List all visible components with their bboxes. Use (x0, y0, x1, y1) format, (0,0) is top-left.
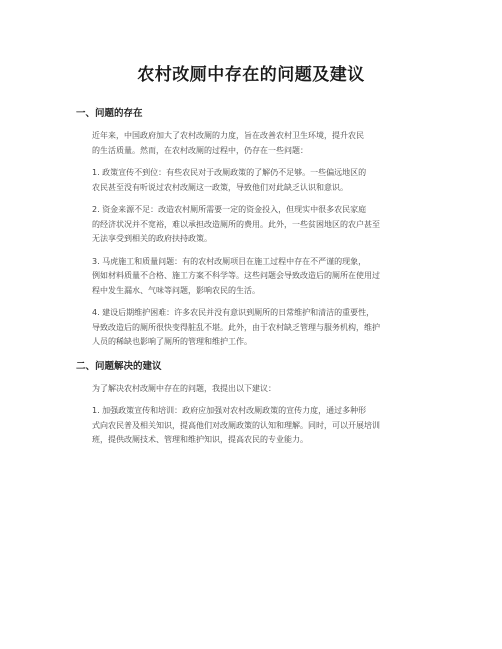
text-line: 1. 政策宣传不到位：有些农民对于改厕政策的了解仍不足够。一些偏远地区的 (92, 168, 367, 177)
text-line: 例如材料质量不合格、施工方案不科学等。这些问题会导致改造后的厕所在使用过 (92, 271, 380, 280)
text-line: 无法享受到相关的政府扶持政策。 (92, 234, 212, 243)
paragraph-item-3 (76, 255, 426, 299)
text-line: 的经济状况并不宽裕，难以承担改造厕所的费用。此外，一些贫困地区的农户甚至 (92, 219, 380, 229)
paragraph-item-2 (76, 203, 426, 247)
text-line: 为了解决农村改厕中存在的问题，我提出以下建议： (92, 383, 276, 393)
section-problems (76, 105, 426, 350)
paragraph-item-1 (76, 166, 426, 195)
text-line: 1. 加强政策宣传和培训：政府应加强对农村改厕政策的宣传力度，通过多种形 (92, 406, 367, 415)
section-heading: 二、问题解决的建议 (76, 360, 162, 372)
text-line: 农民甚至没有听说过农村改厕这一政策，导致他们对此缺乏认识和意识。 (92, 182, 348, 192)
text-line: 3. 马虎施工和质量问题：有的农村改厕项目在施工过程中存在不严谨的现象， (92, 256, 367, 266)
text-line: 的生活质量。然而，在农村改厕的过程中，仍存在一些问题： (92, 145, 308, 155)
paragraph-item-1 (76, 404, 426, 448)
section-suggestions (76, 358, 426, 448)
text-line: 导致改造后的厕所很快变得脏乱不堪。此外，由于农村缺乏管理与服务机构，维护 (92, 322, 380, 332)
text-line: 式向农民普及相关知识，提高他们对改厕政策的认知和理解。同时，可以开展培训 (92, 420, 380, 430)
section-heading: 一、问题的存在 (76, 108, 143, 119)
text-line: 2. 资金来源不足：改造农村厕所需要一定的资金投入，但现实中很多农民家庭 (92, 205, 367, 214)
text-line: 近年来，中国政府加大了农村改厕的力度，旨在改善农村卫生环境，提升农民 (92, 131, 364, 140)
text-line: 班，提供改厕技术、管理和维护知识，提高农民的专业能力。 (92, 435, 308, 444)
paragraph-intro (76, 129, 426, 158)
paragraph-intro (76, 382, 426, 397)
paragraph-item-4 (76, 306, 426, 350)
document-title: 农村改厕中存在的问题及建议 (137, 65, 365, 85)
text-line: 4. 建设后期维护困难：许多农民并没有意识到厕所的日常维护和清洁的重要性， (92, 308, 375, 317)
text-line: 人员的稀缺也影响了厕所的管理和维护工作。 (92, 337, 252, 346)
text-line: 程中发生漏水、气味等问题，影响农民的生活。 (92, 285, 260, 295)
